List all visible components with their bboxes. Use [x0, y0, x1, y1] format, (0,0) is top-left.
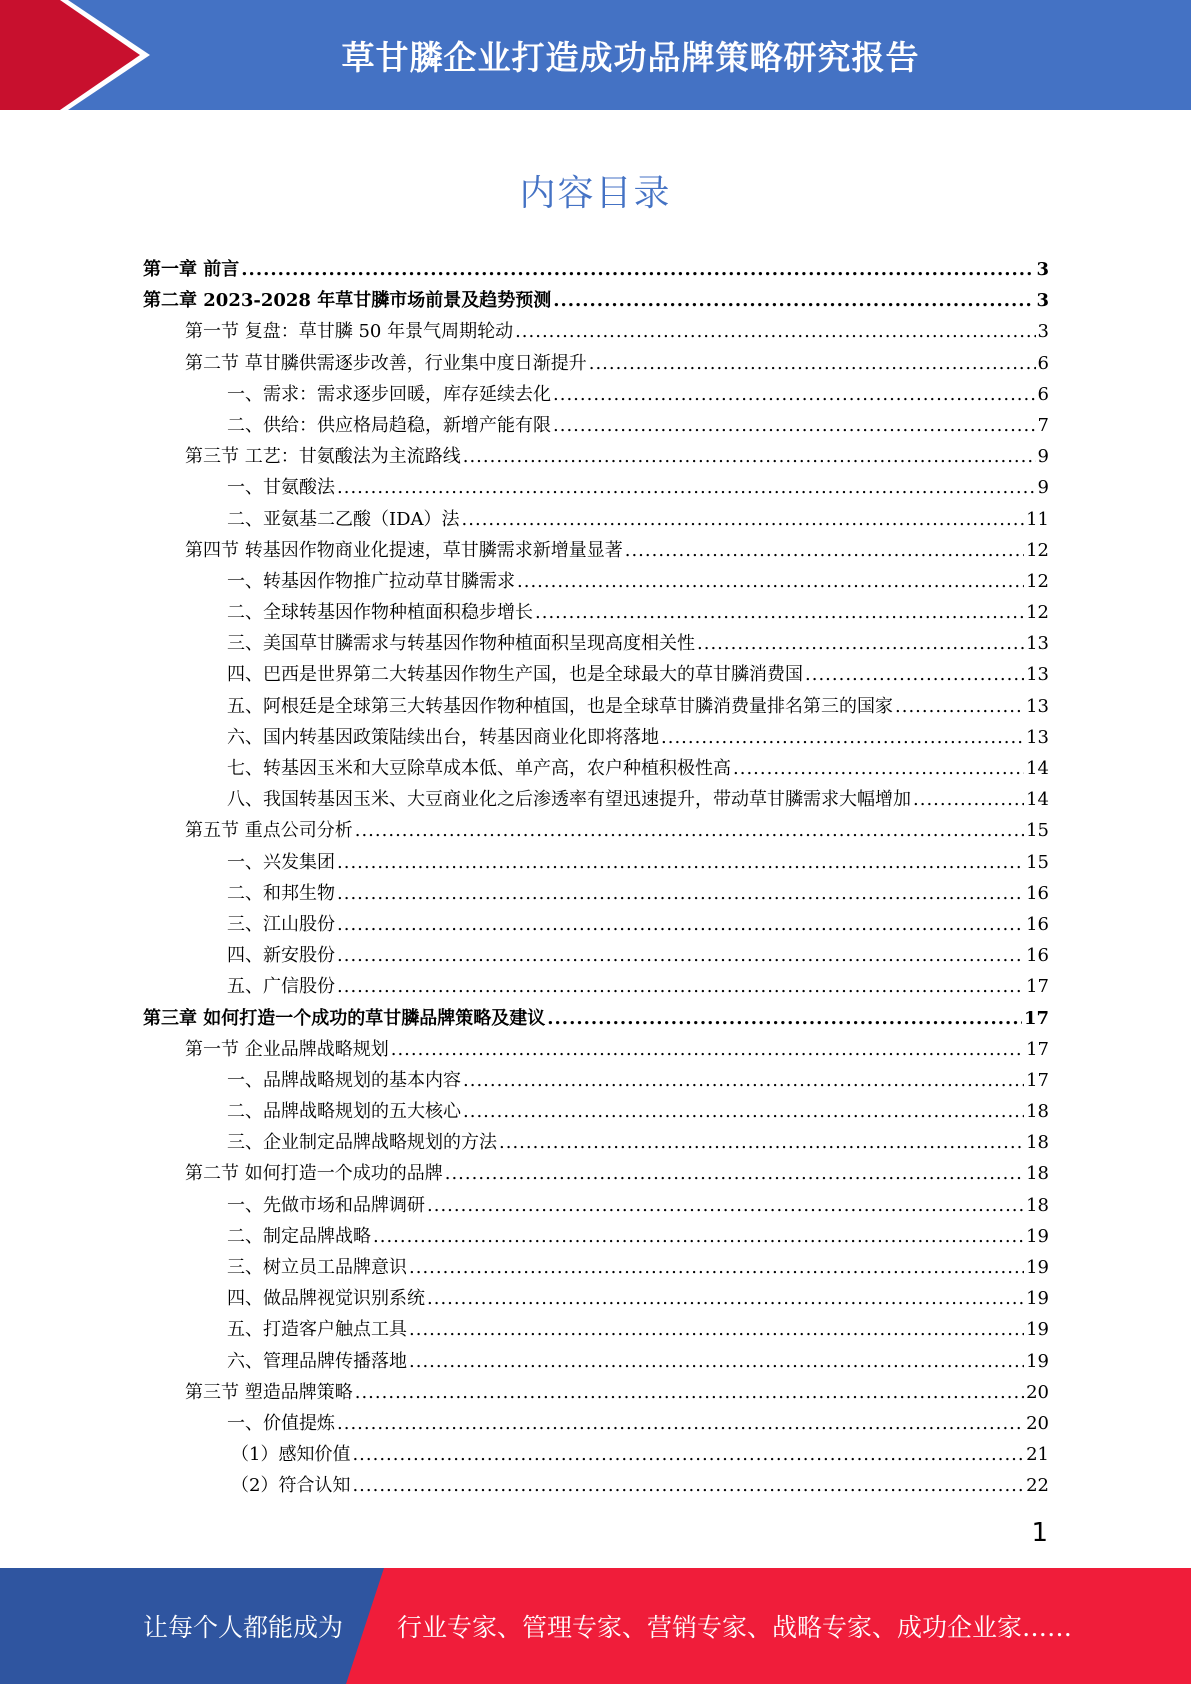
toc-entry-page: 6 — [1037, 383, 1049, 405]
toc-entry-title: 四、做品牌视觉识别系统 — [227, 1288, 425, 1310]
toc-dot-leader — [553, 379, 1036, 410]
toc-entry-page: 16 — [1026, 945, 1049, 967]
toc-entry[interactable] — [143, 940, 1049, 971]
report-header — [0, 0, 1191, 110]
toc-dot-leader — [337, 971, 1024, 1002]
report-title: 草甘膦企业打造成功品牌策略研究报告 — [341, 37, 920, 77]
toc-entry[interactable] — [143, 1158, 1049, 1189]
toc-entry-title: 第一节 企业品牌战略规划 — [185, 1038, 389, 1060]
toc-entry-title: 七、转基因玉米和大豆除草成本低、单产高，农户种植积极性高 — [227, 758, 731, 779]
toc-entry-title: 第一章 前言 — [143, 259, 240, 280]
toc-dot-leader — [409, 1252, 1024, 1283]
toc-dot-leader — [733, 753, 1024, 784]
toc-dot-leader — [337, 909, 1024, 940]
toc-entry-page: 17 — [1026, 1069, 1049, 1091]
toc-entry[interactable] — [143, 1377, 1049, 1408]
toc-dot-leader — [805, 659, 1024, 690]
toc-entry-title: 二、和邦生物 — [227, 882, 335, 904]
toc-entry-page: 18 — [1026, 1163, 1049, 1185]
toc-dot-leader — [463, 1096, 1024, 1127]
toc-entry-page: 6 — [1037, 352, 1049, 374]
toc-entry-title: 一、甘氨酸法 — [227, 477, 335, 499]
toc-dot-leader — [337, 472, 1036, 503]
toc-entry-title: （1）感知价值 — [231, 1444, 351, 1466]
toc-entry[interactable] — [143, 1314, 1049, 1345]
toc-dot-leader — [409, 1314, 1024, 1345]
toc-entry[interactable] — [143, 535, 1049, 566]
toc-entry-page: 21 — [1026, 1444, 1049, 1466]
toc-entry-page: 19 — [1026, 1257, 1049, 1278]
toc-dot-leader — [515, 316, 1035, 347]
toc-entry-title: 二、亚氨基二乙酸（IDA）法 — [227, 508, 460, 530]
toc-dot-leader — [462, 504, 1025, 535]
toc-entry-page: 17 — [1026, 976, 1049, 998]
toc-entry-title: 二、制定品牌战略 — [227, 1225, 371, 1247]
toc-entry-title: （2）符合认知 — [231, 1475, 351, 1497]
toc-entry-title: 一、兴发集团 — [227, 851, 335, 873]
toc-dot-leader — [553, 410, 1036, 441]
toc-entry-title: 一、转基因作物推广拉动草甘膦需求 — [227, 570, 515, 592]
toc-entry[interactable] — [143, 1190, 1049, 1221]
toc-entry-page: 12 — [1026, 602, 1049, 624]
toc-dot-leader — [427, 1190, 1024, 1221]
toc-entry[interactable] — [143, 1065, 1049, 1096]
toc-entry[interactable] — [143, 472, 1049, 503]
footer-slogan-right: 行业专家、管理专家、营销专家、战略专家、成功企业家…… — [397, 1613, 1073, 1642]
toc-dot-leader — [391, 1034, 1024, 1065]
toc-entry-title: 一、品牌战略规划的基本内容 — [227, 1069, 461, 1091]
toc-entry[interactable] — [143, 285, 1049, 316]
toc-dot-leader — [445, 1158, 1024, 1189]
toc-entry-title: 四、巴西是世界第二大转基因作物生产国，也是全球最大的草甘膦消费国 — [227, 664, 803, 686]
toc-entry-page: 17 — [1026, 1038, 1049, 1060]
toc-entry-page: 3 — [1037, 321, 1049, 343]
toc-entry-page: 18 — [1026, 1101, 1049, 1123]
toc-entry[interactable] — [143, 1034, 1049, 1065]
toc-entry-page: 18 — [1026, 1132, 1049, 1154]
toc-entry-page: 19 — [1026, 1225, 1049, 1247]
toc-entry-title: 第二节 如何打造一个成功的品牌 — [185, 1163, 443, 1185]
toc-entry[interactable] — [143, 1346, 1049, 1377]
toc-entry[interactable] — [143, 1439, 1049, 1470]
table-of-contents — [143, 254, 1049, 1502]
toc-dot-leader — [697, 628, 1024, 659]
toc-entry-page: 22 — [1026, 1475, 1049, 1497]
toc-dot-leader — [463, 1065, 1024, 1096]
toc-entry-title: 六、国内转基因政策陆续出台，转基因商业化即将落地 — [227, 726, 659, 748]
toc-dot-leader — [535, 597, 1024, 628]
toc-entry-page: 19 — [1026, 1350, 1049, 1372]
toc-entry-title: 三、树立员工品牌意识 — [227, 1257, 407, 1278]
toc-entry[interactable] — [143, 1003, 1049, 1034]
toc-dot-leader — [337, 1408, 1024, 1439]
toc-entry[interactable] — [143, 1221, 1049, 1252]
toc-entry-page: 20 — [1026, 1412, 1049, 1434]
toc-entry-title: 第一节 复盘：草甘膦 50 年景气周期轮动 — [185, 321, 514, 343]
toc-entry-page: 9 — [1037, 477, 1049, 499]
toc-dot-leader — [352, 1439, 1024, 1470]
toc-dot-leader — [661, 722, 1024, 753]
toc-entry-title: 第五节 重点公司分析 — [185, 820, 353, 842]
toc-entry[interactable] — [143, 316, 1049, 347]
toc-entry-title: 三、江山股份 — [227, 913, 335, 935]
toc-dot-leader — [355, 1377, 1024, 1408]
footer-banner — [0, 1568, 1191, 1684]
toc-entry[interactable] — [143, 909, 1049, 940]
toc-entry[interactable] — [143, 815, 1049, 846]
toc-entry[interactable] — [143, 1283, 1049, 1314]
toc-entry-page: 7 — [1037, 414, 1049, 436]
toc-entry-title: 第三章 如何打造一个成功的草甘膦品牌策略及建议 — [143, 1007, 546, 1029]
toc-entry-page: 13 — [1026, 664, 1049, 686]
toc-entry[interactable] — [143, 971, 1049, 1002]
toc-entry-page: 14 — [1026, 758, 1049, 779]
toc-entry[interactable] — [143, 878, 1049, 909]
toc-entry[interactable] — [143, 847, 1049, 878]
toc-entry[interactable] — [143, 784, 1049, 815]
toc-entry-title: 第三节 塑造品牌策略 — [185, 1381, 353, 1403]
toc-entry-title: 五、阿根廷是全球第三大转基因作物种植国，也是全球草甘膦消费量排名第三的国家 — [227, 695, 893, 717]
toc-entry[interactable] — [143, 254, 1049, 285]
toc-entry-page: 19 — [1026, 1288, 1049, 1310]
toc-entry-title: 八、我国转基因玉米、大豆商业化之后渗透率有望迅速提升，带动草甘膦需求大幅增加 — [227, 789, 911, 811]
toc-entry[interactable] — [143, 753, 1049, 784]
toc-entry-page: 14 — [1026, 789, 1049, 811]
toc-dot-leader — [409, 1346, 1024, 1377]
toc-entry-title: 四、新安股份 — [227, 945, 335, 967]
toc-entry-page: 19 — [1026, 1319, 1049, 1341]
toc-entry[interactable] — [143, 379, 1049, 410]
toc-entry-title: 三、美国草甘膦需求与转基因作物种植面积呈现高度相关性 — [227, 633, 695, 655]
toc-entry-page: 12 — [1026, 539, 1049, 561]
toc-entry-title: 二、全球转基因作物种植面积稳步增长 — [227, 602, 533, 624]
toc-dot-leader — [337, 847, 1024, 878]
toc-entry[interactable] — [143, 410, 1049, 441]
toc-entry-page: 3 — [1036, 259, 1049, 280]
toc-entry-page: 15 — [1026, 820, 1049, 842]
toc-entry-title: 五、打造客户触点工具 — [227, 1319, 407, 1341]
toc-entry-page: 13 — [1026, 726, 1049, 748]
toc-entry[interactable] — [143, 441, 1049, 472]
toc-entry-title: 三、企业制定品牌战略规划的方法 — [227, 1132, 497, 1154]
toc-entry[interactable] — [143, 566, 1049, 597]
toc-entry-title: 一、需求：需求逐步回暖，库存延续去化 — [227, 383, 551, 405]
toc-entry-title: 一、先做市场和品牌调研 — [227, 1194, 425, 1216]
toc-entry[interactable] — [143, 597, 1049, 628]
toc-dot-leader — [547, 1003, 1022, 1034]
toc-entry-title: 二、品牌战略规划的五大核心 — [227, 1101, 461, 1123]
toc-dot-leader — [427, 1283, 1024, 1314]
toc-entry-title: 六、管理品牌传播落地 — [227, 1350, 407, 1372]
toc-entry[interactable] — [143, 628, 1049, 659]
toc-entry[interactable] — [143, 691, 1049, 722]
toc-dot-leader — [355, 815, 1024, 846]
toc-dot-leader — [895, 691, 1024, 722]
toc-entry-title: 二、供给：供应格局趋稳，新增产能有限 — [227, 414, 551, 436]
toc-entry[interactable] — [143, 1252, 1049, 1283]
toc-entry-page: 12 — [1026, 570, 1049, 592]
toc-heading: 内容目录 — [519, 173, 672, 214]
toc-entry-page: 11 — [1026, 508, 1049, 530]
toc-entry-page: 15 — [1026, 851, 1049, 873]
toc-entry-title: 第三节 工艺：甘氨酸法为主流路线 — [185, 446, 461, 468]
toc-dot-leader — [241, 254, 1034, 285]
toc-entry[interactable] — [143, 504, 1049, 535]
toc-dot-leader — [337, 878, 1024, 909]
toc-entry-title: 五、广信股份 — [227, 976, 335, 998]
toc-dot-leader — [337, 940, 1024, 971]
toc-dot-leader — [589, 348, 1036, 379]
toc-dot-leader — [352, 1470, 1024, 1501]
toc-dot-leader — [913, 784, 1024, 815]
toc-dot-leader — [517, 566, 1024, 597]
toc-entry-page: 3 — [1036, 290, 1049, 312]
toc-entry[interactable] — [143, 1408, 1049, 1439]
toc-entry[interactable] — [143, 1127, 1049, 1158]
toc-entry-title: 第四节 转基因作物商业化提速，草甘膦需求新增量显著 — [185, 539, 623, 561]
toc-entry-title: 第二章 2023-2028 年草甘膦市场前景及趋势预测 — [143, 290, 552, 312]
page-number: 1 — [1031, 1518, 1048, 1548]
toc-dot-leader — [499, 1127, 1024, 1158]
toc-entry-page: 13 — [1026, 633, 1049, 655]
toc-entry[interactable] — [143, 1470, 1049, 1501]
toc-entry[interactable] — [143, 348, 1049, 379]
toc-entry-page: 20 — [1026, 1381, 1049, 1403]
toc-entry-page: 9 — [1037, 446, 1049, 468]
toc-entry-page: 18 — [1026, 1194, 1049, 1216]
toc-entry[interactable] — [143, 659, 1049, 690]
toc-dot-leader — [463, 441, 1036, 472]
toc-entry-page: 16 — [1026, 913, 1049, 935]
toc-entry-page: 17 — [1023, 1007, 1049, 1029]
toc-dot-leader — [553, 285, 1034, 316]
toc-entry-page: 13 — [1026, 695, 1049, 717]
toc-dot-leader — [625, 535, 1024, 566]
toc-entry[interactable] — [143, 1096, 1049, 1127]
toc-entry-page: 16 — [1026, 882, 1049, 904]
toc-dot-leader — [373, 1221, 1024, 1252]
toc-entry-title: 第二节 草甘膦供需逐步改善，行业集中度日渐提升 — [185, 352, 587, 374]
toc-entry-title: 一、价值提炼 — [227, 1412, 335, 1434]
footer-slogan-left: 让每个人都能成为 — [143, 1613, 344, 1642]
toc-entry[interactable] — [143, 722, 1049, 753]
